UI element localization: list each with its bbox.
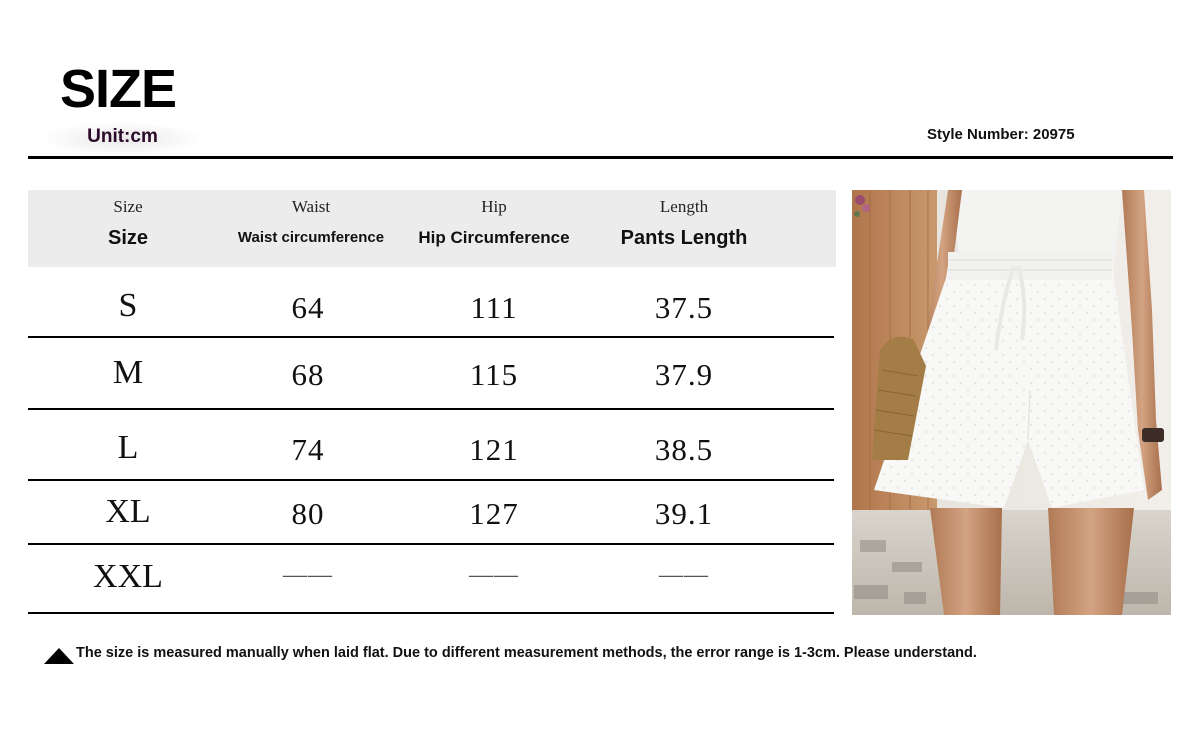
column-header-length-label: Pants Length bbox=[620, 227, 748, 249]
row-divider bbox=[28, 408, 834, 410]
size-cell: M bbox=[112, 354, 144, 391]
hip-cell: 115 bbox=[469, 357, 519, 392]
size-cell: L bbox=[117, 429, 139, 466]
row-divider bbox=[28, 336, 834, 338]
column-header-hip-label: Hip Circumference bbox=[418, 228, 570, 247]
row-divider bbox=[28, 543, 834, 545]
length-cell: 37.9 bbox=[654, 357, 714, 392]
waist-cell: 68 bbox=[291, 357, 325, 392]
waist-cell: 80 bbox=[291, 496, 325, 531]
size-title: SIZE bbox=[60, 59, 177, 119]
column-header-waist-label: Waist circumference bbox=[237, 229, 385, 246]
column-header-hip bbox=[409, 196, 579, 248]
top-divider bbox=[28, 156, 1173, 159]
row-divider bbox=[28, 612, 834, 614]
style-number: Style Number: 20975 bbox=[927, 126, 1075, 143]
column-header-waist bbox=[226, 196, 396, 248]
column-header-size-label: Size bbox=[107, 227, 149, 249]
column-header-length-top: Length bbox=[659, 197, 709, 216]
length-cell: 37.5 bbox=[654, 290, 714, 325]
column-header-length bbox=[604, 196, 764, 248]
warning-triangle-icon bbox=[44, 648, 74, 664]
size-cell: XL bbox=[105, 493, 151, 530]
length-cell: 38.5 bbox=[654, 432, 714, 467]
product-photo bbox=[852, 190, 1171, 615]
row-divider bbox=[28, 479, 834, 481]
hip-cell: 127 bbox=[469, 496, 519, 531]
waist-cell: 64 bbox=[291, 290, 325, 325]
column-header-waist-top: Waist bbox=[291, 197, 331, 216]
length-cell: 39.1 bbox=[654, 496, 714, 531]
size-cell: S bbox=[118, 287, 138, 324]
waist-cell: —— bbox=[283, 562, 333, 588]
unit-label: Unit:cm bbox=[40, 122, 205, 156]
length-cell: —— bbox=[659, 562, 709, 588]
waist-cell: 74 bbox=[291, 432, 325, 467]
size-cell: XXL bbox=[93, 558, 163, 595]
hip-cell: —— bbox=[469, 562, 519, 588]
hip-cell: 121 bbox=[469, 432, 519, 467]
measurement-note: The size is measured manually when laid flat. Due to different measurement methods, the error range is 1-3cm. Please understand. bbox=[76, 645, 977, 661]
hip-cell: 111 bbox=[470, 290, 518, 325]
column-header-size-top: Size bbox=[113, 197, 143, 216]
column-header-size bbox=[68, 196, 188, 248]
column-header-hip-top: Hip bbox=[481, 197, 507, 216]
product-photo-illustration bbox=[852, 190, 1171, 615]
